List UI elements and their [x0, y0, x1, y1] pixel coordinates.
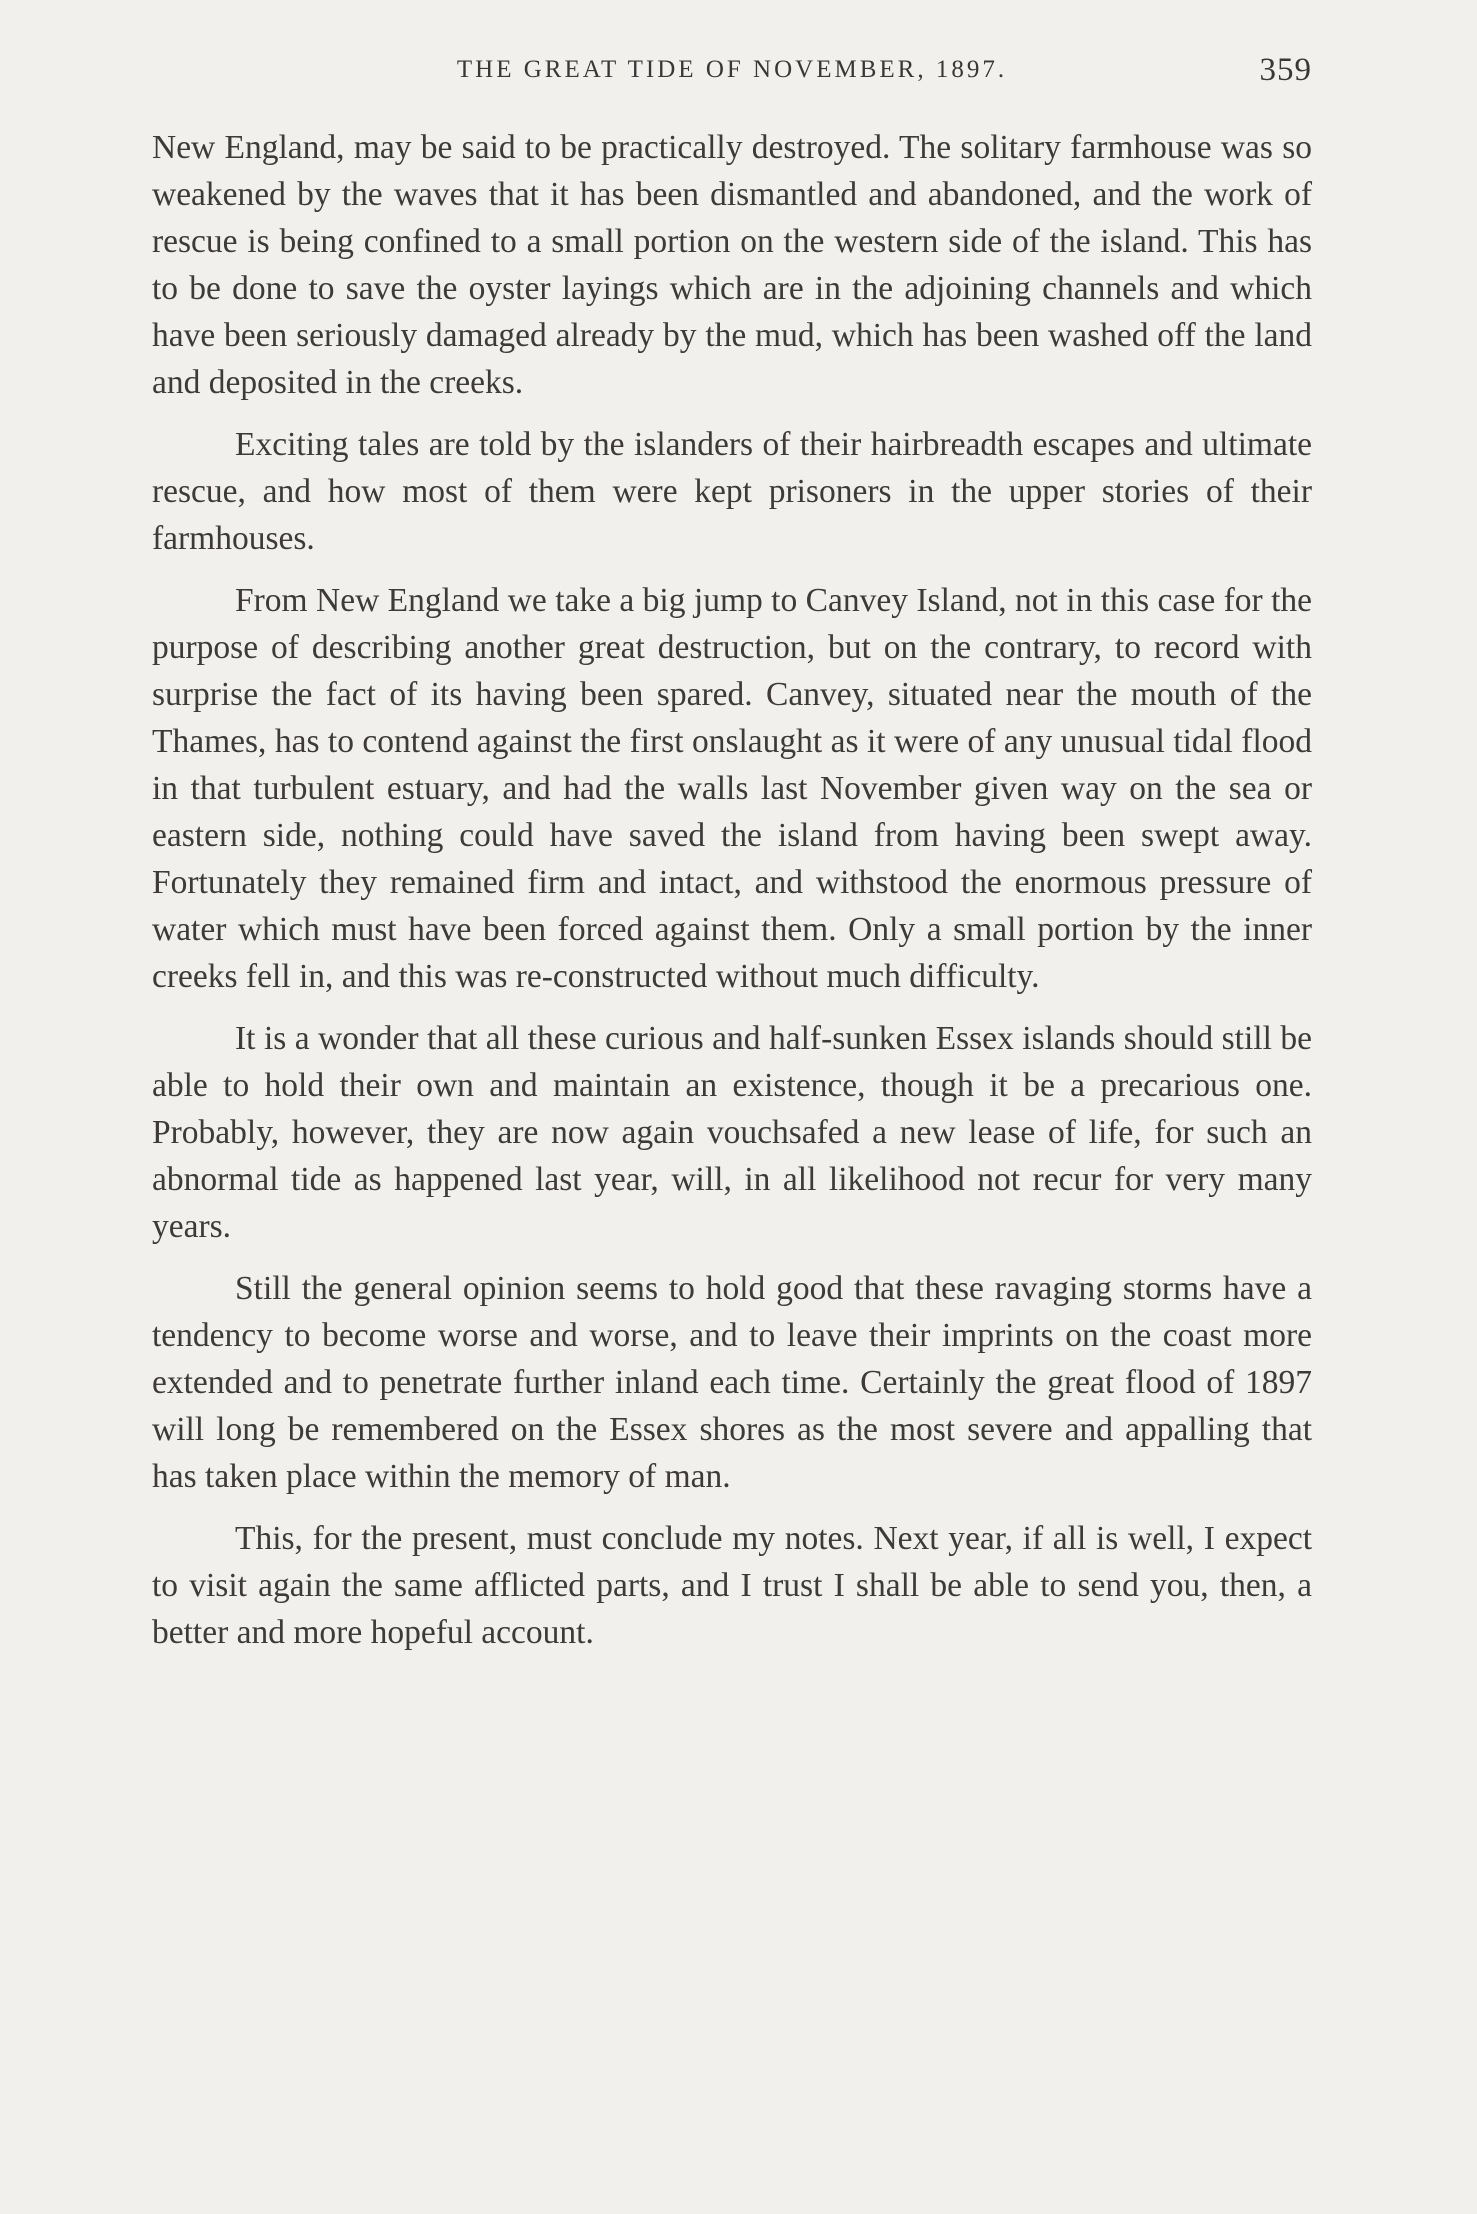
paragraph: New England, may be said to be practically destroyed. The solitary farmhouse was so weakened by the waves that it has been dismantled and abandoned, and the work of rescue is being confined to a small portion on the western side of the island. This has to be done to save the oyster layings which are in the adjoining channels and which have been seriously damaged already by the mud, which has been washed off the land and deposited in the creeks. [152, 129, 1312, 401]
paragraph: It is a wonder that all these curious and half-sunken Essex islands should still be able to hold their own and maintain an existence, though it be a precarious one. Probably, however, they are now again vouchsafed a new lease of life, for such an abnormal tide as happened last year, will, in all likelihood not recur for very many years. [152, 1020, 1312, 1245]
body-text [152, 124, 1312, 1671]
paragraph: Exciting tales are told by the islanders of their hairbreadth escapes and ultimate rescue, and how most of them were kept prisoners in the upper stories of their farmhouses. [152, 426, 1312, 557]
paragraph: Still the general opinion seems to hold good that these ravaging storms have a tendency to become worse and worse, and to leave their imprints on the coast more extended and to penetrate further inland each time. Certainly the great flood of 1897 will long be remembered on the Essex shores as the most severe and appalling that has taken place within the memory of man. [152, 1270, 1312, 1495]
paragraph: This, for the present, must conclude my notes. Next year, if all is well, I expect to visit again the same afflicted parts, and I trust I shall be able to send you, then, a better and more hopeful account. [152, 1520, 1312, 1651]
running-header [152, 50, 1312, 100]
paragraph: From New England we take a big jump to Canvey Island, not in this case for the purpose of describing another great destruction, but on the contrary, to record with surprise the fact of its having been spared. Canvey, situated near the mouth of the Thames, has to contend against the first onslaught as it were of any unusual tidal flood in that turbulent estuary, and had the walls last November given way on the sea or eastern side, nothing could have saved the island from having been swept away. Fortunately they remained firm and intact, and withstood the enormous pressure of water which must have been forced against them. Only a small portion by the inner creeks fell in, and this was re-constructed without much difficulty. [152, 582, 1312, 995]
page-number: 359 [1259, 52, 1312, 88]
running-title: THE GREAT TIDE OF NOVEMBER, 1897. [456, 56, 1008, 83]
